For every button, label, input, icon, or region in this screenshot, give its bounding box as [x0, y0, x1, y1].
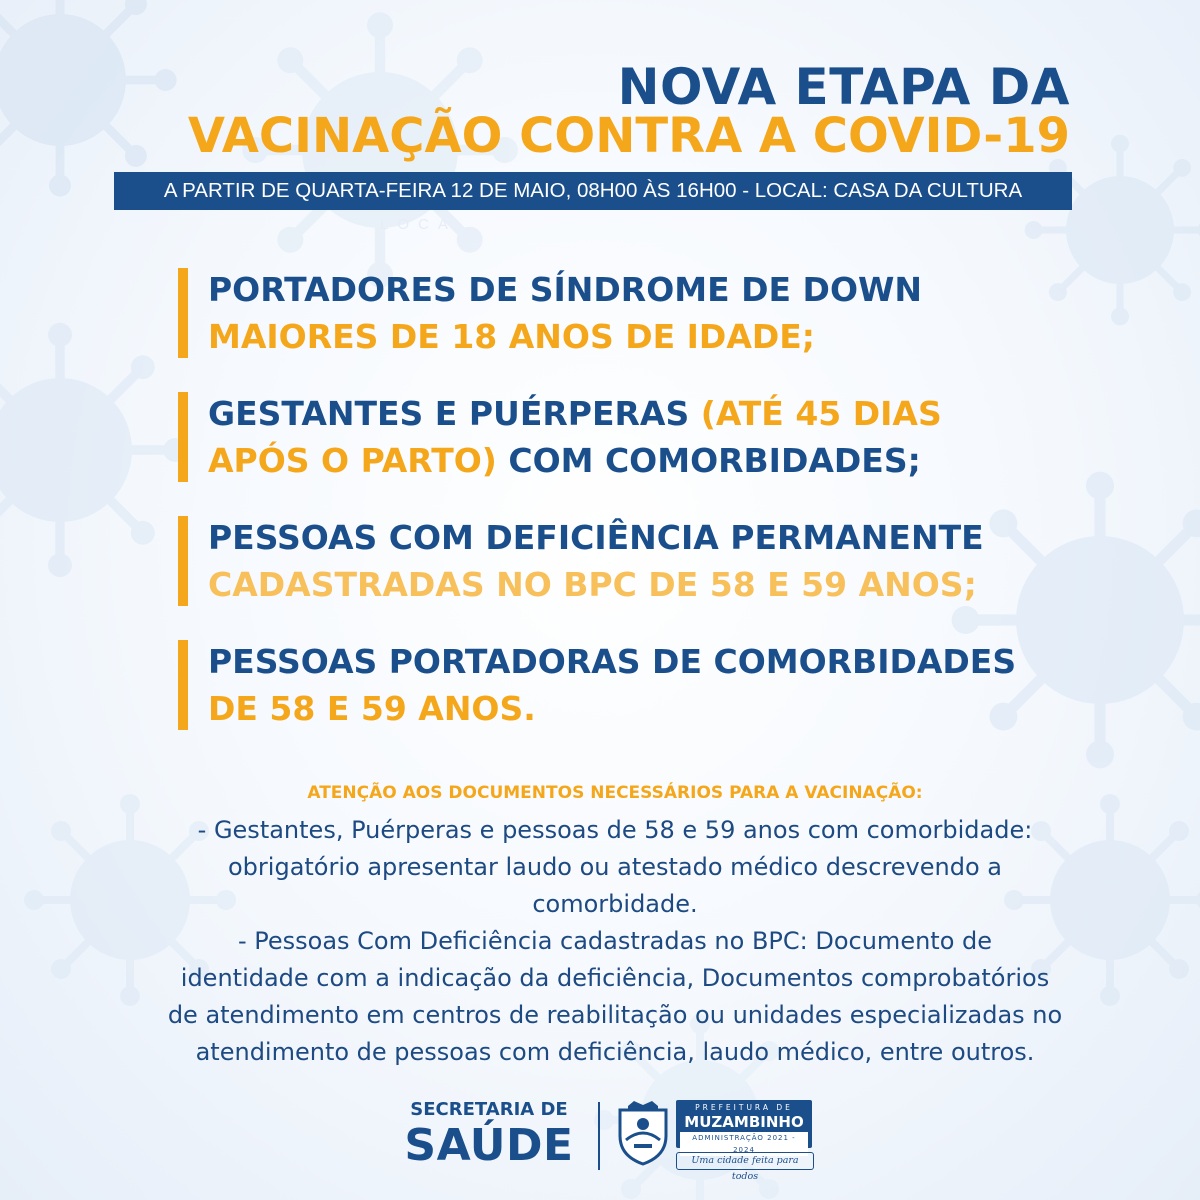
- group-accent-bar: [178, 268, 188, 358]
- priority-group-disability: [178, 514, 1078, 608]
- documents-line: de atendimento em centros de reabilitação ou unidades especializadas no: [167, 1001, 1063, 1029]
- prefeitura-label: PREFEITURA DE: [695, 1103, 793, 1112]
- logo-divider: [598, 1102, 600, 1170]
- title-line-2: VACINAÇÃO CONTRA A COVID-19: [187, 108, 1070, 164]
- group-line-2: MAIORES DE 18 ANOS DE IDADE;: [208, 317, 815, 356]
- documents-line: - Gestantes, Puérperas e pessoas de 58 e 59 anos com comorbidade:: [197, 816, 1033, 844]
- secretaria-saude-logo: [394, 1100, 584, 1172]
- group-accent-bar: [178, 392, 188, 482]
- coat-of-arms-icon: [614, 1100, 672, 1166]
- administracao-label: ADMINISTRAÇÃO 2021 - 2024: [680, 1132, 808, 1156]
- documents-line: identidade com a indicação da deficiência, Documentos comprobatórios: [180, 964, 1050, 992]
- group-line-1-blue: GESTANTES E PUÉRPERAS: [208, 394, 690, 433]
- secretaria-label: SECRETARIA DE: [410, 1099, 568, 1120]
- priority-group-down-syndrome: [178, 266, 1078, 360]
- date-location-banner: [114, 172, 1072, 210]
- documents-line: atendimento de pessoas com deficiência, laudo médico, entre outros.: [195, 1038, 1035, 1066]
- muzambinho-label: MUZAMBINHO: [684, 1113, 804, 1131]
- saude-label: SAÚDE: [404, 1120, 574, 1171]
- group-line-2: CADASTRADAS NO BPC DE 58 E 59 ANOS;: [208, 565, 977, 604]
- faded-location-text: LOCA: [380, 216, 457, 233]
- attention-title: ATENÇÃO AOS DOCUMENTOS NECESSÁRIOS PARA A VACINAÇÃO:: [307, 783, 923, 803]
- title-line-1: NOVA ETAPA DA: [617, 58, 1070, 116]
- group-line-1: PORTADORES DE SÍNDROME DE DOWN: [208, 270, 923, 309]
- muzambinho-name-box: [676, 1100, 812, 1154]
- priority-group-pregnant: [178, 390, 1078, 484]
- documents-line: obrigatório apresentar laudo ou atestado médico descrevendo a: [228, 853, 1002, 881]
- documents-text: [90, 812, 1140, 1071]
- group-accent-bar: [178, 640, 188, 730]
- documents-line: - Pessoas Com Deficiência cadastradas no BPC: Documento de: [237, 927, 993, 955]
- group-line-2-orange: APÓS O PARTO): [208, 441, 497, 480]
- group-line-1: PESSOAS COM DEFICIÊNCIA PERMANENTE: [208, 518, 984, 557]
- group-line-1: PESSOAS PORTADORAS DE COMORBIDADES: [208, 642, 1017, 681]
- muzambinho-logo: [614, 1100, 814, 1182]
- group-line-1-orange: (ATÉ 45 DIAS: [700, 394, 942, 433]
- priority-group-comorbidities: [178, 638, 1078, 732]
- banner-text: A PARTIR DE QUARTA-FEIRA 12 DE MAIO, 08H00 ÀS 16H00 - LOCAL: CASA DA CULTURA: [163, 179, 1023, 202]
- slogan: Uma cidade feita para todos: [676, 1152, 814, 1170]
- documents-line: comorbidade.: [532, 890, 698, 918]
- group-accent-bar: [178, 516, 188, 606]
- group-line-2: DE 58 E 59 ANOS.: [208, 689, 536, 728]
- group-line-2-blue: COM COMORBIDADES;: [508, 441, 921, 480]
